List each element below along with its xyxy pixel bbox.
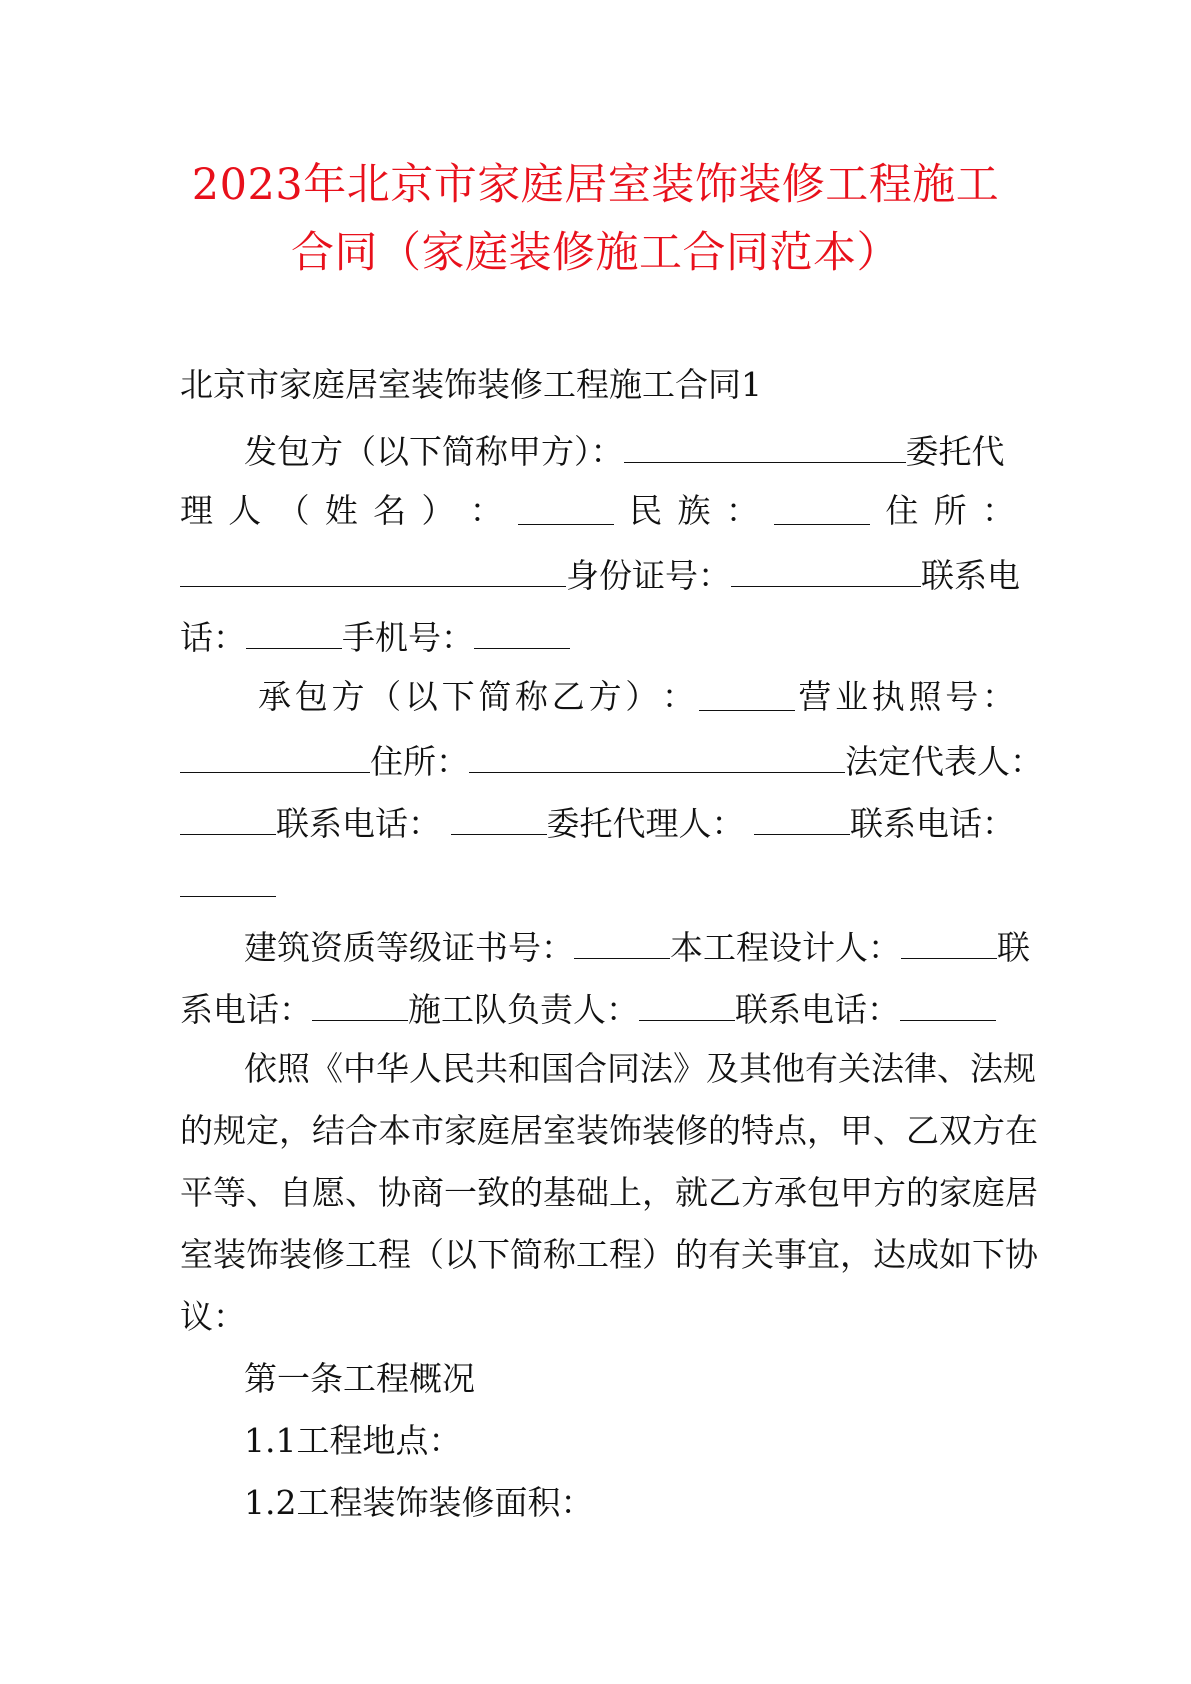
team-phone-label: 联系电话： (735, 990, 900, 1029)
preamble-line-2: 的规定，结合本市家庭居室装饰装修的特点，甲、乙双方在 (180, 1111, 1038, 1150)
team-line (180, 990, 1015, 1029)
party-b-address-label: 住所： (370, 742, 469, 781)
contract-subtitle: 北京市家庭居室装饰装修工程施工合同1 (180, 365, 762, 404)
party-b-phone-label: 联系电话： (276, 804, 441, 843)
preamble-line-1: 依照《中华人民共和国合同法》及其他有关法律、法规 (244, 1049, 1036, 1088)
team-leader-blank (639, 990, 735, 1021)
preamble-line-5: 议： (180, 1297, 246, 1336)
designer-blank (901, 928, 997, 959)
ethnicity-char: 族 (677, 491, 711, 530)
license-char: 号 (945, 677, 979, 716)
phone-label-part1: 联系电 (921, 556, 1020, 595)
agent-char: 人 (228, 491, 262, 530)
cert-no-label: 建筑资质等级证书号： (244, 928, 574, 967)
team-phone-blank (900, 990, 996, 1021)
agent-char: ） (421, 491, 455, 530)
address-char: 所 (933, 491, 967, 530)
article-1-item-1: 1.1工程地点： (244, 1421, 462, 1460)
legal-rep-blank (180, 804, 276, 835)
designer-phone-part1: 联 (997, 928, 1030, 967)
party-b-char: ） (625, 677, 659, 716)
party-b-contact-line (180, 804, 1015, 843)
party-a-agent-label: 委托代 (905, 432, 1005, 471)
party-b-agent-label: 委托代理人： (546, 804, 745, 843)
phone-label-part2: 话： (180, 618, 246, 657)
preamble-line-4: 室装饰装修工程（以下简称工程）的有关事宜，达成如下协 (180, 1235, 1038, 1274)
party-b-phone-blank (451, 804, 547, 835)
license-char: 业 (835, 677, 869, 716)
preamble-line-3: 平等、自愿、协商一致的基础上，就乙方承包甲方的家庭居 (180, 1173, 1038, 1212)
party-b-char: 以 (404, 677, 438, 716)
designer-label: 本工程设计人： (670, 928, 901, 967)
party-a-agent-line (180, 491, 1015, 530)
party-b-char: 乙 (551, 677, 585, 716)
document-title-line-1: 2023年北京市家庭居室装饰装修工程施工 (191, 160, 1000, 210)
document-title-line-2: 合同（家庭装修施工合同范本） (291, 228, 900, 278)
address-char: 住 (885, 491, 919, 530)
agent-char: ： (469, 491, 503, 530)
party-a-label: 发包方（以下简称甲方）： (244, 432, 624, 471)
ethnicity-blank (774, 494, 870, 525)
license-char: 执 (871, 677, 905, 716)
legal-rep-label: 法定代表人： (845, 742, 1043, 781)
party-b-agent-blank (754, 804, 850, 835)
party-a-name-blank (624, 432, 906, 463)
mobile-label: 手机号： (342, 618, 474, 657)
party-b-line (258, 677, 1015, 716)
party-b-agent-phone-blank (180, 866, 276, 897)
party-b-address-line (180, 742, 1043, 781)
agent-char: 理 (180, 491, 213, 530)
party-b-char: 下 (441, 677, 475, 716)
agent-char: 姓 (324, 491, 358, 530)
team-leader-label: 施工队负责人： (408, 990, 639, 1029)
party-b-char: 包 (294, 677, 328, 716)
license-blank (180, 742, 370, 773)
party-b-char: 方 (588, 677, 622, 716)
license-char: 营 (798, 677, 832, 716)
party-b-char: （ (368, 677, 402, 716)
mobile-blank (474, 618, 570, 649)
designer-phone-part2: 系电话： (180, 990, 312, 1029)
party-b-name-blank (699, 680, 795, 711)
address-char: ： (981, 491, 1015, 530)
party-a-id-line (180, 556, 1020, 595)
address-blank (180, 556, 566, 587)
agent-char: 名 (373, 491, 407, 530)
license-char: 照 (908, 677, 942, 716)
party-b-agent-phone-label: 联系电话： (850, 804, 1015, 843)
article-1-heading: 第一条工程概况 (244, 1359, 475, 1398)
party-b-agent-phone-line (180, 866, 1015, 902)
party-a-phone-line (180, 618, 1015, 657)
party-b-char: ： (661, 677, 695, 716)
phone-blank (246, 618, 342, 649)
party-b-char: 方 (331, 677, 365, 716)
id-number-label: 身份证号： (566, 556, 731, 595)
qualification-line (180, 928, 1030, 967)
ethnicity-char: 民 (629, 491, 663, 530)
party-b-char: 称 (515, 677, 549, 716)
designer-phone-blank (312, 990, 408, 1021)
party-b-char: 简 (478, 677, 512, 716)
party-b-char: 承 (258, 677, 291, 716)
agent-name-blank (518, 494, 614, 525)
agent-char: （ (276, 491, 310, 530)
party-a-line (180, 432, 1015, 471)
ethnicity-char: ： (725, 491, 759, 530)
license-char: ： (981, 677, 1015, 716)
cert-no-blank (574, 928, 670, 959)
article-1-item-2: 1.2工程装饰装修面积： (244, 1483, 594, 1522)
party-b-address-blank (469, 742, 845, 773)
id-number-blank (731, 556, 921, 587)
